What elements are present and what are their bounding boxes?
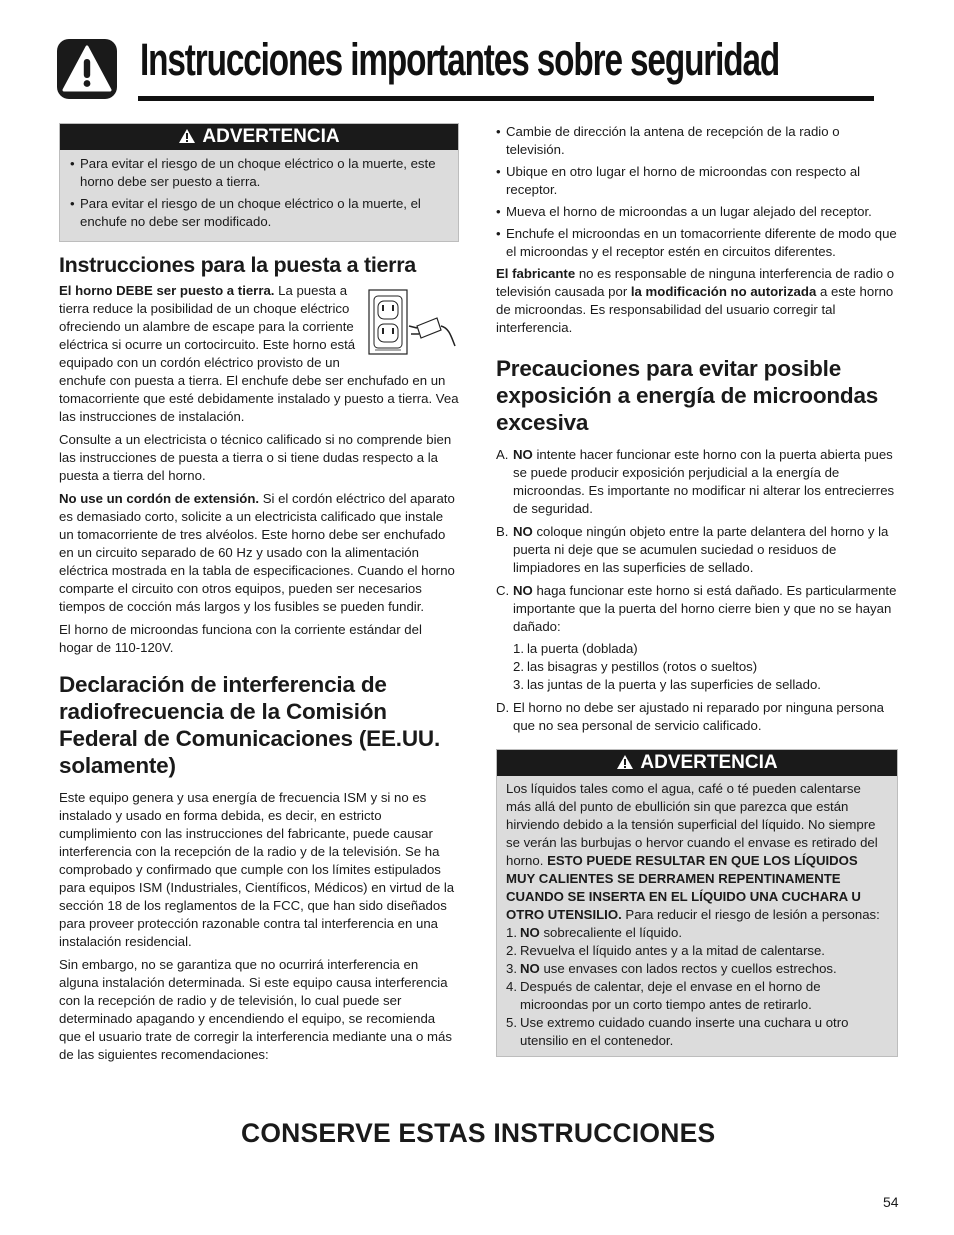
fcc-heading: Declaración de interferencia de radiofrecuencia de la Comisión Federal de Comunicaciones (EE.UU. solamente) — [59, 672, 440, 778]
footer-title: CONSERVE ESTAS INSTRUCCIONES — [241, 1118, 716, 1148]
list-item: • Para evitar el riesgo de un choque eléctrico o la muerte, este horno debe ser puesto a tierra. — [70, 155, 448, 191]
sub-item — [513, 640, 898, 658]
grounding-text: La puesta a tierra reduce la posibilidad de un choque eléctrico ofreciendo un alambre de escape para la corriente eléctrica si ocurre un cortocircuito. Este horno está equipado con un cordón eléctrico provisto de un enchufe con puesta a tierra. El enchufe debe ser enchufado en un tomacorriente que esté debidamente instalado y puesto a tierra. Vea las instrucciones de instalación. — [59, 283, 459, 424]
fcc-paragraph-1: Este equipo genera y usa energía de frecuencia ISM y si no es instalado y usado en forma debida, es decir, en estricto cumplimiento con las instrucciones del fabricante, puede causar interferencia con la recepción de la radio y de la televisión. Se ha comprobado y confirmado que cumple con los límites estipulados para equipos ISM (Industriales, Científicos, Médicos) en virtud de la sección 18 de los reglamentos de la FCC, que han sido diseñados para proveer protección razonable contra tal interferencia en una instalación residencial. — [59, 790, 455, 949]
list-item — [506, 960, 888, 978]
manufacturer-text-end: a este horno de microondas. Es responsabilidad del usuario corregir tal interferencia. — [496, 284, 894, 335]
item-text: intente hacer funcionar este horno con la puerta abierta pues se puede producir exposición perjudicial a la energía de microondas. Es importante no modificar ni alterar los entrecierres de seguridad. — [513, 447, 895, 516]
liquids-bold-warning: ESTO PUEDE RESULTAR EN QUE LOS LÍQUIDOS MUY CALIENTES SE DERRAMEN REPENTINAMENTE CUANDO SE INSERTA EN EL LÍQUIDO UNA CUCHARA U OTRO UTENSILIO. — [506, 853, 861, 922]
sub-item-number: 2. — [513, 659, 524, 674]
grounding-paragraph-2: Consulte a un electricista o técnico calificado si no comprende bien las instrucciones de puesta a tierra o si tiene dudas respecto a la puesta a tierra del horno. — [59, 432, 452, 483]
list-item: • Para evitar el riesgo de un choque eléctrico o la muerte, el enchufe no debe ser modificado. — [70, 195, 448, 231]
sub-item-number: 3. — [513, 677, 524, 692]
sub-item-text: la puerta (doblada) — [527, 641, 638, 656]
list-item: • Enchufe el microondas en un tomacorriente diferente de modo que el microondas y el receptor estén en circuitos diferentes. — [496, 225, 898, 261]
step-bold: NO — [520, 961, 540, 976]
step-text: use envases con lados rectos y cuellos estrechos. — [539, 961, 837, 976]
grounding-paragraph-3 — [59, 490, 459, 616]
warning-label: ADVERTENCIA — [202, 126, 340, 147]
warning-list — [70, 155, 448, 231]
right-column — [496, 123, 898, 1057]
step-number: 2. — [506, 943, 517, 958]
sub-item-text: las bisagras y pestillos (rotos o sueltos) — [527, 659, 758, 674]
extension-cord-bold: No use un cordón de extensión. — [59, 491, 260, 506]
list-item — [496, 699, 898, 735]
warning-box-grounding — [59, 123, 459, 242]
grounding-bold-lead: El horno DEBE ser puesto a tierra. — [59, 283, 275, 298]
warning-label: ADVERTENCIA — [640, 752, 778, 773]
step-number: 5. — [506, 1015, 517, 1030]
damage-sublist — [513, 640, 898, 694]
step-text: Después de calentar, deje el envase en el horno de microondas por un corto tiempo antes de retirarlo. — [520, 979, 821, 1012]
step-text: Use extremo cuidado cuando inserte una cuchara u otro utensilio en el contenedor. — [520, 1015, 849, 1048]
list-item — [496, 582, 898, 694]
list-item — [496, 446, 898, 518]
liquids-steps — [506, 924, 888, 1050]
step-text: Revuelva el líquido antes y a la mitad de calentarse. — [520, 943, 825, 958]
extension-cord-text: Si el cordón eléctrico del aparato es demasiado corto, solicite a un electricista calificado que instale un tomacorriente de tres alvéolos. Este horno debe ser enchufado en un circuito separado de 60 Hz y usado con la alimentación eléctrica mostrada en la tabla de especificaciones. Cuando el horno comparte el circuito con otros equipos, pueden ser necesarios tiempos de cocción más largos y los fusibles se pueden fundir. — [59, 491, 455, 614]
item-bold: NO — [513, 583, 533, 598]
precautions-list — [496, 446, 898, 735]
manufacturer-text: no es responsable de ninguna interferencia de radio o televisión causada por — [496, 266, 895, 299]
page-title: Instrucciones importantes sobre seguridad — [140, 34, 780, 85]
warning-bar — [60, 124, 458, 150]
warning-triangle-icon — [616, 754, 634, 770]
fcc-paragraph-2: Sin embargo, no se garantiza que no ocurrirá interferencia en alguna instalación determinada. Si este equipo causa interferencia con la recepción de radio y de televisión, lo cual puede ser determinado apagando y encendiendo el equipo, se recomienda que el usuario trate de corregir la interferencia mediante una o más de las siguientes recomendaciones: — [59, 957, 452, 1062]
list-item — [506, 924, 888, 942]
list-item: • Ubique en otro lugar el horno de microondas con respecto al receptor. — [496, 163, 898, 199]
grounded-plug-outlet-illustration — [365, 288, 457, 358]
item-bold: NO — [513, 447, 533, 462]
sub-item — [513, 658, 898, 676]
warning-triangle-icon — [178, 128, 196, 144]
manufacturer-paragraph — [496, 265, 898, 337]
sub-item-text: las juntas de la puerta y las superficies de sellado. — [527, 677, 821, 692]
liquids-paragraph — [506, 780, 888, 924]
step-number: 3. — [506, 961, 517, 976]
list-item — [506, 942, 888, 960]
list-item — [496, 523, 898, 577]
item-bold: NO — [513, 524, 533, 539]
recommendations-list — [496, 123, 898, 261]
list-item — [506, 1014, 888, 1050]
item-text: haga funcionar este horno si está dañado. Es particularmente importante que la puerta del horno cierre bien y que no se hayan dañado: — [513, 583, 897, 634]
unauthorized-mod-bold: la modificación no autorizada — [630, 284, 817, 299]
manufacturer-bold: El fabricante — [496, 266, 576, 281]
step-number: 1. — [506, 925, 517, 940]
sub-item — [513, 676, 898, 694]
liquids-text: Los líquidos tales como el agua, café o té pueden calentarse más allá del punto de ebullición sin que parezca que están hirviendo debido a la tensión superficial del líquido. No siempre se verán las burbujas o hervor cuando el envase es retirado del horno. — [506, 781, 878, 868]
grounding-paragraph-1 — [59, 282, 459, 426]
item-letter: B. — [496, 524, 509, 539]
warning-box-liquids — [496, 749, 898, 1057]
list-item: • Cambie de dirección la antena de recepción de la radio o televisión. — [496, 123, 898, 159]
item-letter: C. — [496, 583, 510, 598]
item-letter: D. — [496, 700, 510, 715]
warning-bar — [497, 750, 897, 776]
sub-item-number: 1. — [513, 641, 524, 656]
page-header — [56, 32, 874, 102]
item-text: El horno no debe ser ajustado ni reparado por ninguna persona que no sea personal de servicio calificado. — [513, 700, 884, 733]
grounding-heading: Instrucciones para la puesta a tierra — [59, 253, 416, 277]
warning-icon — [56, 38, 118, 100]
item-letter: A. — [496, 447, 509, 462]
step-number: 4. — [506, 979, 517, 994]
list-item — [506, 978, 888, 1014]
precautions-heading: Precauciones para evitar posible exposición a energía de microondas excesiva — [496, 356, 879, 435]
step-bold: NO — [520, 925, 540, 940]
title-rule — [138, 96, 874, 101]
left-column — [59, 123, 459, 1069]
step-text: sobrecaliente el líquido. — [539, 925, 683, 940]
grounding-paragraph-4: El horno de microondas funciona con la corriente estándar del hogar de 110-120V. — [59, 622, 422, 655]
liquids-text-end: Para reducir el riesgo de lesión a personas: — [621, 907, 880, 922]
item-text: coloque ningún objeto entre la parte delantera del horno y la puerta ni deje que se acumulen suciedad o residuos de limpiadores en las superficies de sellado. — [513, 524, 889, 575]
list-item: • Mueva el horno de microondas a un lugar alejado del receptor. — [496, 203, 898, 221]
page-number: 54 — [883, 1194, 899, 1210]
